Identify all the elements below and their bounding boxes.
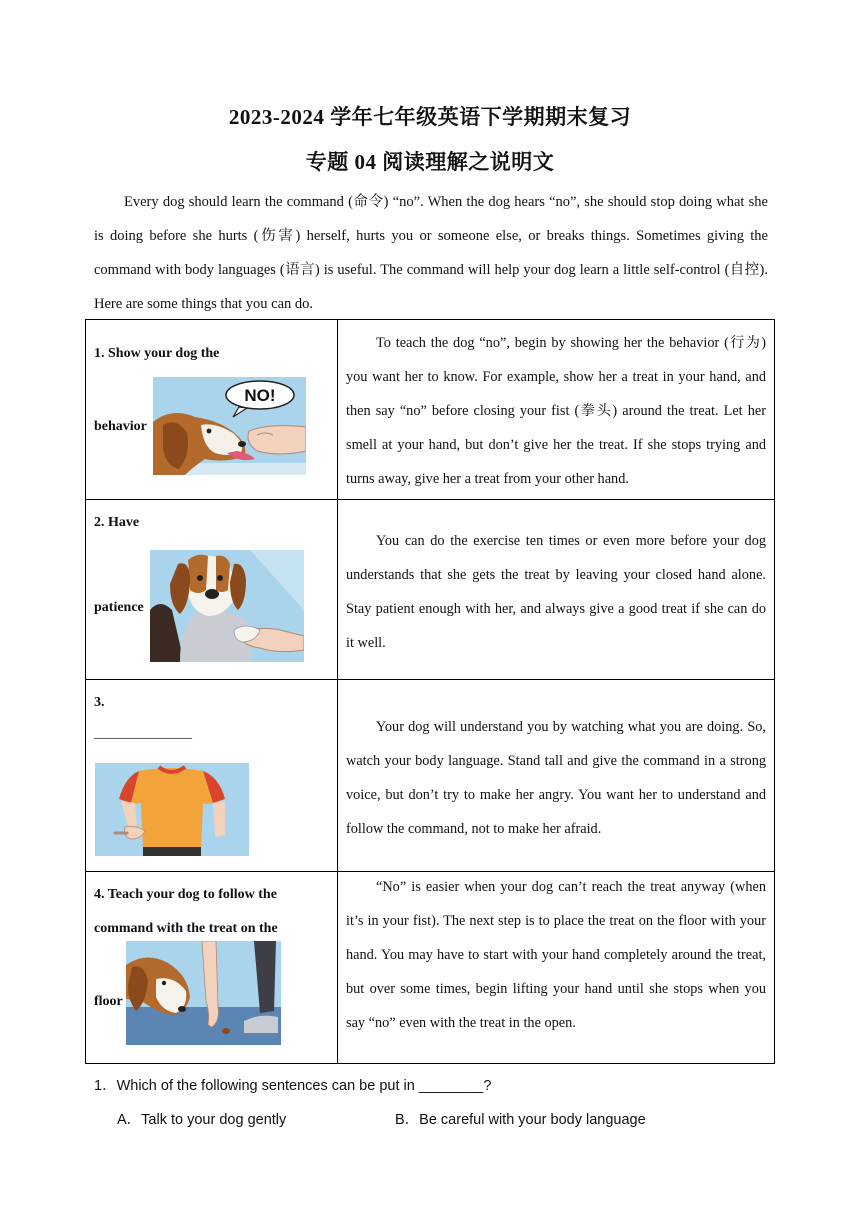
tip-row-2 — [86, 500, 775, 680]
tip-3-blank: ______________ — [94, 726, 192, 741]
tip-2-text: You can do the exercise ten times or even more before your dog understands that she gets the treat by leaving your closed hand alone. Stay patient enough with her, and always give a good treat if she can do it well. — [346, 533, 766, 651]
tip-4-heading-cell — [86, 872, 338, 1064]
question-1-stem: 1．Which of the following sentences can be put in ________? — [94, 1078, 492, 1094]
tip-2-body-cell — [338, 500, 775, 680]
tip-2-heading-line-1: 2. Have — [94, 515, 140, 530]
tip-row-4 — [86, 872, 775, 1064]
tip-2-heading-line-2: patience — [94, 600, 144, 615]
document-title: 2023-2024 学年七年级英语下学期期末复习 — [228, 105, 632, 129]
person-pointing-illustration — [95, 763, 249, 856]
tip-4-heading-line-3: floor — [94, 994, 123, 1009]
tip-4-body-cell — [338, 872, 775, 1064]
tip-4-text: “No” is easier when your dog can’t reach the treat anyway (when it’s in your fist). The next step is to place the treat on the floor with your hand. You may have to start with your hand completely around the treat, but over some times, begin lifting your hand until she stops when you say “no” even with the treat in the open. — [346, 879, 766, 1031]
tip-3-heading-line-1: 3. — [94, 695, 105, 710]
tips-table — [85, 319, 775, 1064]
intro-paragraph — [94, 185, 768, 321]
dog-floor-treat-illustration — [126, 941, 281, 1045]
tip-1-body-cell — [338, 320, 775, 500]
question-1-option-a: A．Talk to your dog gently — [117, 1112, 287, 1128]
tip-3-heading-cell — [86, 680, 338, 872]
tip-1-heading-cell — [86, 320, 338, 500]
no-speech-bubble: NO! — [244, 386, 276, 405]
tip-1-heading-line-2: behavior — [94, 419, 147, 434]
tip-4-heading-line-2: command with the treat on the — [94, 921, 278, 936]
tip-1-text: To teach the dog “no”, begin by showing her the behavior (行为) you want her to know. For example, show her a treat in your hand, and then say “no” before closing your fist (拳头) around the treat. Let her smell at your hand, but don’t give her the treat. If she stops trying and turns away, give her a treat from your other hand. — [346, 335, 766, 487]
dog-no-illustration — [153, 377, 306, 475]
tip-2-heading-cell — [86, 500, 338, 680]
document-subtitle: 专题 04 阅读理解之说明文 — [305, 150, 555, 174]
question-1-option-b: B．Be careful with your body language — [395, 1112, 646, 1128]
tip-row-1 — [86, 320, 775, 500]
tip-4-heading-line-1: 4. Teach your dog to follow the — [94, 887, 277, 902]
tip-3-text: Your dog will understand you by watching what you are doing. So, watch your body language. Stand tall and give the command in a strong voice, but don’t try to make her angry. You want her to understand and follow the command, not to make her afraid. — [346, 719, 766, 837]
beagle-paw-illustration — [150, 550, 304, 662]
tip-row-3 — [86, 680, 775, 872]
tip-1-heading-line-1: 1. Show your dog the — [94, 346, 220, 361]
intro-text: Every dog should learn the command (命令) “no”. When the dog hears “no”, she should stop doing what she is doing before she hurts (伤害) herself, hurts you or someone else, or breaks things. Sometimes giving the command with body languages (语言) is useful. The command will help your dog learn a little self-control (自控). Here are some things that you can do. — [94, 194, 768, 312]
tip-3-body-cell — [338, 680, 775, 872]
